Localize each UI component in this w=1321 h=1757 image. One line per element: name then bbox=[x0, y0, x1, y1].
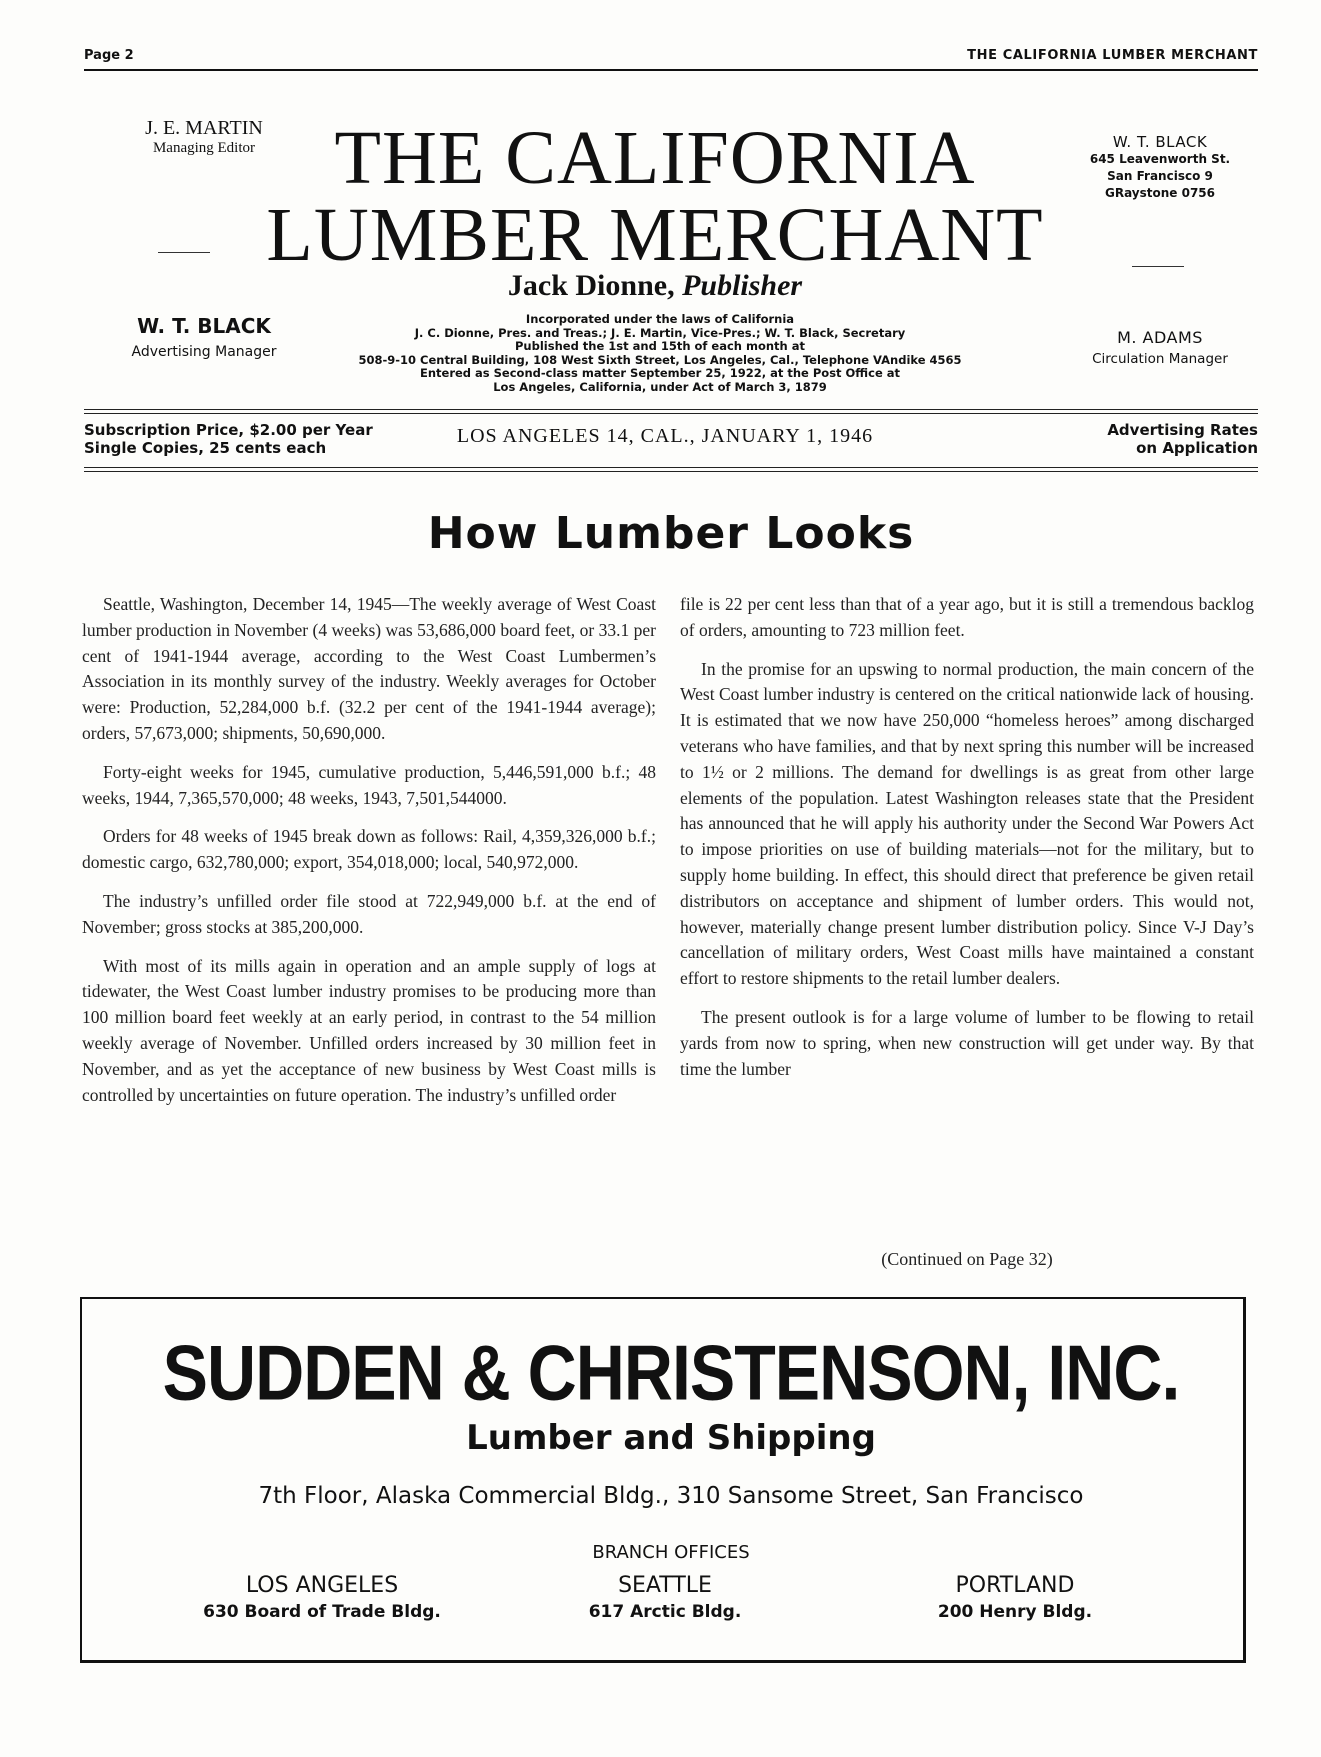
black-address-line2: San Francisco 9 bbox=[1107, 169, 1213, 183]
article-paragraph: Forty-eight weeks for 1945, cumulative production, 5,446,591,000 b.f.; 48 weeks, 1944, 7,365,570,000; 48 weeks, 1943, 7,501,544000. bbox=[82, 761, 656, 808]
circulation-manager-block bbox=[1060, 328, 1260, 367]
branch-offices-heading: BRANCH OFFICES bbox=[592, 1542, 750, 1563]
band-rule bbox=[84, 467, 1258, 468]
publisher-line bbox=[355, 268, 955, 304]
black-phone: GRaystone 0756 bbox=[1104, 186, 1216, 200]
publisher-title: Publisher bbox=[682, 269, 803, 302]
running-head bbox=[84, 48, 1258, 70]
masthead-title-line2: LUMBER MERCHANT bbox=[266, 193, 1044, 277]
page-number: Page 2 bbox=[84, 48, 134, 63]
masthead-fine-print bbox=[290, 313, 1030, 395]
article-paragraph: With most of its mills again in operation and an ample supply of logs at tidewater, the West Coast lumber industry promises to be producing more than 100 million board feet weekly at an early period, in contrast to the 54 million weekly average of November. Unfilled orders increased by 30 million feet in November, and as yet the acceptance of new business by West Coast mills is controlled by uncertainties on future operation. The industry’s unfilled order bbox=[82, 955, 656, 1105]
dateline: LOS ANGELES 14, CAL., JANUARY 1, 1946 bbox=[456, 425, 874, 447]
masthead-rule bbox=[84, 409, 1258, 410]
article-paragraph: The industry’s unfilled order file stood at 722,949,000 b.f. at the end of November; gross stocks at 385,200,000. bbox=[82, 890, 656, 937]
masthead-title-line1: THE CALIFORNIA bbox=[334, 116, 976, 200]
advertising-manager-name: W. T. BLACK bbox=[137, 314, 271, 338]
running-title: THE CALIFORNIA LUMBER MERCHANT bbox=[967, 48, 1258, 63]
header-rule bbox=[84, 69, 1258, 71]
advertising-manager-role: Advertising Manager bbox=[131, 344, 277, 360]
office-seattle bbox=[505, 1573, 825, 1622]
office-address: 630 Board of Trade Bldg. bbox=[203, 1602, 441, 1622]
article-column-right bbox=[680, 592, 1254, 1095]
subscription-price bbox=[84, 421, 404, 457]
black-address-line1: 645 Leavenworth St. bbox=[1089, 152, 1231, 166]
subscription-line2: Single Copies, 25 cents each bbox=[84, 439, 327, 457]
fine-print-line: 508-9-10 Central Building, 108 West Sixth Street, Los Angeles, Cal., Telephone VAndike 4565 bbox=[358, 352, 962, 367]
band-rule bbox=[84, 471, 1258, 472]
office-portland bbox=[855, 1573, 1175, 1622]
fine-print-line: Los Angeles, California, under Act of March 3, 1879 bbox=[493, 379, 827, 394]
article-paragraph: Seattle, Washington, December 14, 1945—The weekly average of West Coast lumber production in November (4 weeks) was 53,686,000 board feet, or 33.1 per cent of 1941-1944 average, according to the West Coast Lumbermen’s Association in its monthly survey of the industry. Weekly averages for October were: Production, 52,284,000 b.f. (32.2 per cent of the 1941-1944 average); orders, 57,673,000; shipments, 50,690,000. bbox=[82, 594, 656, 743]
office-los-angeles bbox=[162, 1573, 482, 1622]
fine-print-line: Entered as Second-class matter September 25, 1922, at the Post Office at bbox=[419, 366, 901, 381]
black-name: W. T. BLACK bbox=[1112, 133, 1208, 151]
office-address: 200 Henry Bldg. bbox=[937, 1602, 1093, 1622]
continued-note: (Continued on Page 32) bbox=[881, 1249, 1053, 1269]
circulation-manager-name: M. ADAMS bbox=[1117, 328, 1203, 347]
publisher-name: Jack Dionne, bbox=[507, 269, 675, 302]
advertising-manager-block bbox=[84, 314, 324, 360]
subscription-line1: Subscription Price, $2.00 per Year bbox=[84, 421, 373, 439]
article-paragraph: file is 22 per cent less than that of a year ago, but it is still a tremendous backlog of orders, amounting to 723 million feet. bbox=[680, 594, 1254, 640]
ad-rates-line1: Advertising Rates bbox=[1107, 421, 1258, 439]
ad-rates-line2: on Application bbox=[1136, 439, 1258, 457]
managing-editor-role: Managing Editor bbox=[152, 140, 256, 156]
office-city: LOS ANGELES bbox=[245, 1573, 399, 1598]
masthead-rule bbox=[84, 413, 1258, 414]
left-short-rule bbox=[158, 252, 210, 253]
article-paragraph: Orders for 48 weeks of 1945 break down as follows: Rail, 4,359,326,000 b.f.; domestic cargo, 632,780,000; export, 354,018,000; local, 540,972,000. bbox=[82, 826, 656, 873]
advertiser-tagline: Lumber and Shipping bbox=[466, 1418, 876, 1458]
fine-print-line: J. C. Dionne, Pres. and Treas.; J. E. Martin, Vice-Pres.; W. T. Black, Secretary bbox=[414, 325, 906, 340]
advertiser-address: 7th Floor, Alaska Commercial Bldg., 310 Sansome Street, San Francisco bbox=[258, 1483, 1084, 1509]
office-address: 617 Arctic Bldg. bbox=[588, 1602, 742, 1622]
article-paragraph: The present outlook is for a large volume of lumber to be flowing to retail yards from now to spring, when new construction will get under way. By that time the lumber bbox=[680, 1006, 1254, 1079]
fine-print-line: Published the 1st and 15th of each month at bbox=[515, 339, 805, 354]
office-city: PORTLAND bbox=[955, 1573, 1075, 1598]
black-address-block bbox=[1060, 133, 1260, 202]
fine-print-line: Incorporated under the laws of California bbox=[525, 312, 795, 326]
article-headline: How Lumber Looks bbox=[427, 508, 915, 559]
advertising-rates bbox=[1020, 421, 1258, 457]
article-column-left bbox=[82, 592, 656, 1121]
right-short-rule bbox=[1132, 266, 1184, 267]
article-paragraph: In the promise for an upswing to normal production, the main concern of the West Coast lumber industry is centered on the critical nationwide lack of housing. It is estimated that we now have 250,000 “homeless heroes” among discharged veterans who have families, and that by next spring this number will be increased to 1½ or 2 millions. The demand for dwellings is as great from other large elements of the population. Latest Washington releases state that the President has announced that he will apply his authority under the Second War Powers Act to impose priorities on use of building materials—not for the military, but to supply home building. In effect, this should direct that preference be given retail distributors on acceptance and shipment of lumber orders. This would not, however, materially change present lumber distribution policy. Since V-J Day’s cancellation of military orders, West Coast mills have maintained a constant effort to restore shipments to the retail lumber dealers. bbox=[680, 658, 1254, 989]
circulation-manager-role: Circulation Manager bbox=[1092, 351, 1228, 367]
managing-editor-name: J. E. MARTIN bbox=[145, 117, 263, 139]
office-city: SEATTLE bbox=[618, 1573, 712, 1598]
advertiser-name: SUDDEN & CHRISTENSON, INC. bbox=[162, 1329, 1180, 1417]
